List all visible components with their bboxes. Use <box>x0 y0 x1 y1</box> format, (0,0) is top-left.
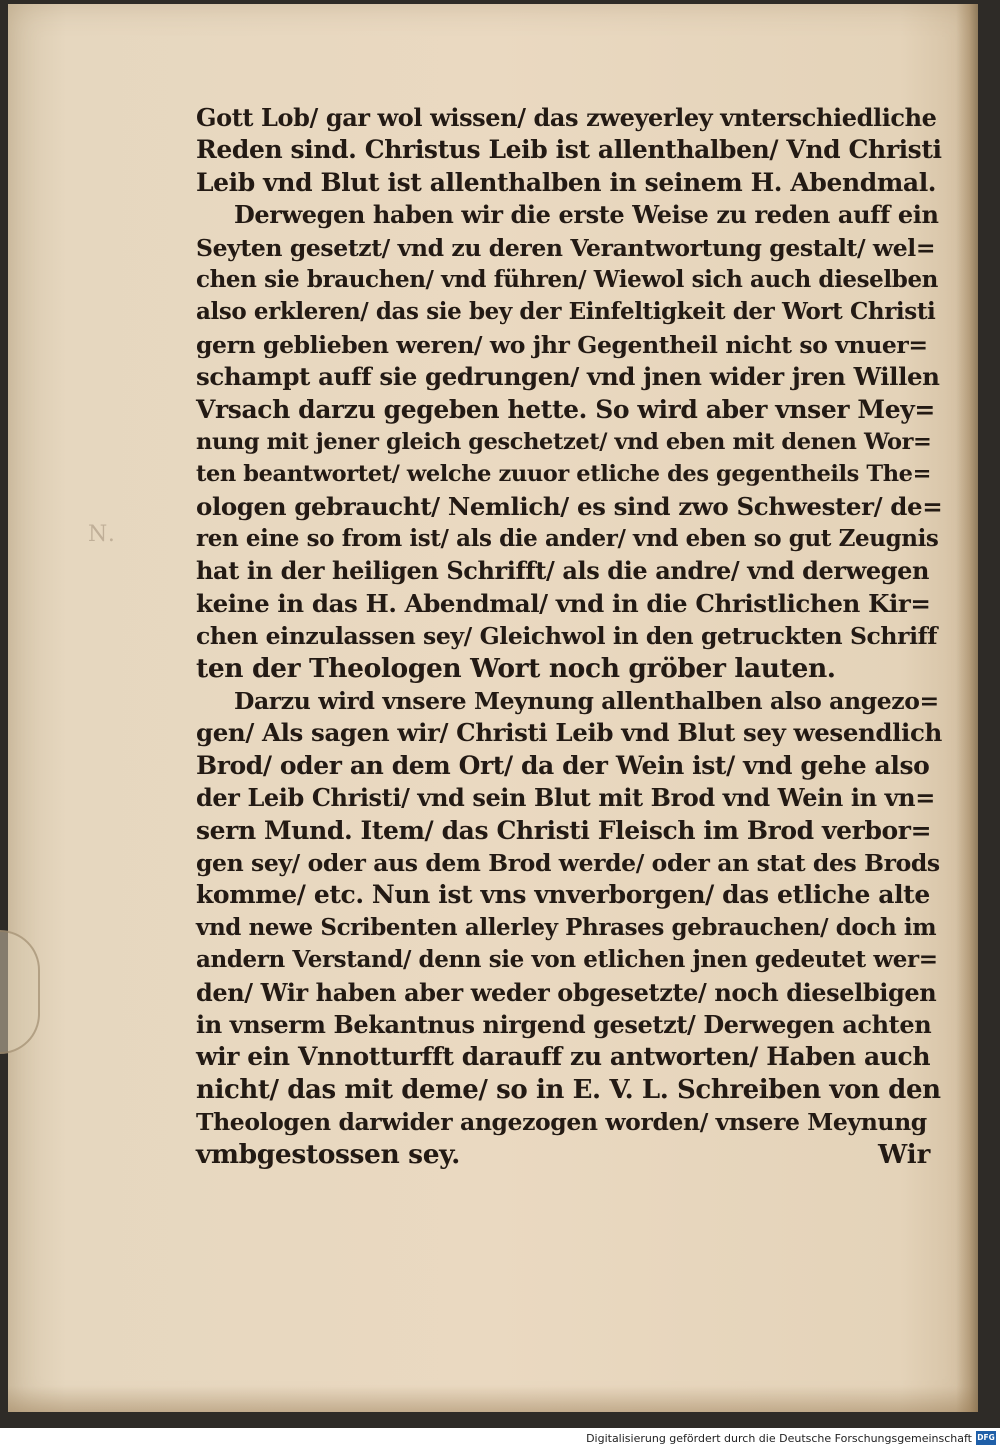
text-line: Leib vnd Blut ist allenthalben in seinem H. Abendmal. <box>196 167 937 197</box>
text-line: vmbgestossen sey. <box>196 1138 460 1170</box>
text-line: gen sey/ oder aus dem Brod werde/ oder an stat des Brods <box>196 848 940 877</box>
text-line: den/ Wir haben aber weder obgesetzte/ noch dieselbigen <box>196 977 937 1007</box>
text-line: komme/ etc. Nun ist vns vnverborgen/ das etliche alte <box>196 880 930 910</box>
text-line: schampt auff sie gedrungen/ vnd jnen wider jren Willen <box>196 362 940 392</box>
text-line: sern Mund. Item/ das Christi Fleisch im Brod verbor= <box>196 815 932 845</box>
text-line: nicht/ das mit deme/ so in E. V. L. Schreiben von den <box>196 1074 941 1105</box>
text-line: ten der Theologen Wort noch gröber lauten. <box>196 652 836 684</box>
page-bottom-shadow <box>8 1386 978 1412</box>
catchword: Wir <box>878 1140 931 1170</box>
paragraph-start-line: Darzu wird vnsere Meynung allenthalben also angezo= <box>234 687 939 716</box>
text-line: andern Verstand/ denn sie von etlichen jnen gedeutet wer= <box>196 946 938 974</box>
text-line: Brod/ oder an dem Ort/ da der Wein ist/ vnd gehe also <box>196 750 930 780</box>
text-line: wir ein Vnnotturfft darauff zu antworten/ Haben auch <box>196 1042 931 1072</box>
text-line: ologen gebraucht/ Nemlich/ es sind zwo Schwester/ de= <box>196 491 943 521</box>
text-line: Theologen darwider angezogen worden/ vnsere Meynung <box>196 1108 927 1137</box>
text-line: chen einzulassen sey/ Gleichwol in den getruckten Schriff <box>196 622 938 651</box>
dfg-logo: DFG <box>976 1431 996 1445</box>
page-edge-shadow <box>956 4 978 1412</box>
text-line: keine in das H. Abendmal/ vnd in die Christlichen Kir= <box>196 588 931 618</box>
text-line: Reden sind. Christus Leib ist allenthalben/ Vnd Christi <box>196 135 942 165</box>
text-line: in vnserm Bekantnus nirgend gesetzt/ Derwegen achten <box>196 1009 932 1039</box>
footer-bar <box>0 1428 1000 1450</box>
body-text <box>196 102 941 1171</box>
text-line: also erkleren/ das sie bey der Einfeltigkeit der Wort Christi <box>196 298 936 326</box>
text-line: ten beantwortet/ welche zuuor etliche des gegentheils The= <box>196 461 932 488</box>
text-line: chen sie brauchen/ vnd führen/ Wiewol sich auch dieselben <box>196 265 938 293</box>
text-line: vnd newe Scribenten allerley Phrases gebrauchen/ doch im <box>196 913 937 941</box>
text-line: Seyten gesetzt/ vnd zu deren Verantwortung gestalt/ wel= <box>196 233 936 262</box>
text-line: nung mit jener gleich geschetzet/ vnd eben mit denen Wor= <box>196 428 932 455</box>
text-line: ren eine so from ist/ als die ander/ vnd eben so gut Zeugnis <box>196 525 939 553</box>
digitization-credit: Digitalisierung gefördert durch die Deutsche Forschungsgemeinschaft <box>586 1432 972 1445</box>
bleed-through-mark: N. <box>88 522 117 547</box>
text-line: Gott Lob/ gar wol wissen/ das zweyerley vnterschiedliche <box>196 103 937 132</box>
text-line: Vrsach darzu gegeben hette. So wird aber vnser Mey= <box>196 394 935 424</box>
text-line: gern geblieben weren/ wo jhr Gegentheil nicht so vnuer= <box>196 330 928 359</box>
text-line: hat in der heiligen Schrifft/ als die andre/ vnd derwegen <box>196 556 930 586</box>
text-line: der Leib Christi/ vnd sein Blut mit Brod vnd Wein in vn= <box>196 783 935 813</box>
paragraph-start-line: Derwegen haben wir die erste Weise zu reden auff ein <box>234 200 939 230</box>
text-line: gen/ Als sagen wir/ Christi Leib vnd Blut sey wesendlich <box>196 718 942 748</box>
